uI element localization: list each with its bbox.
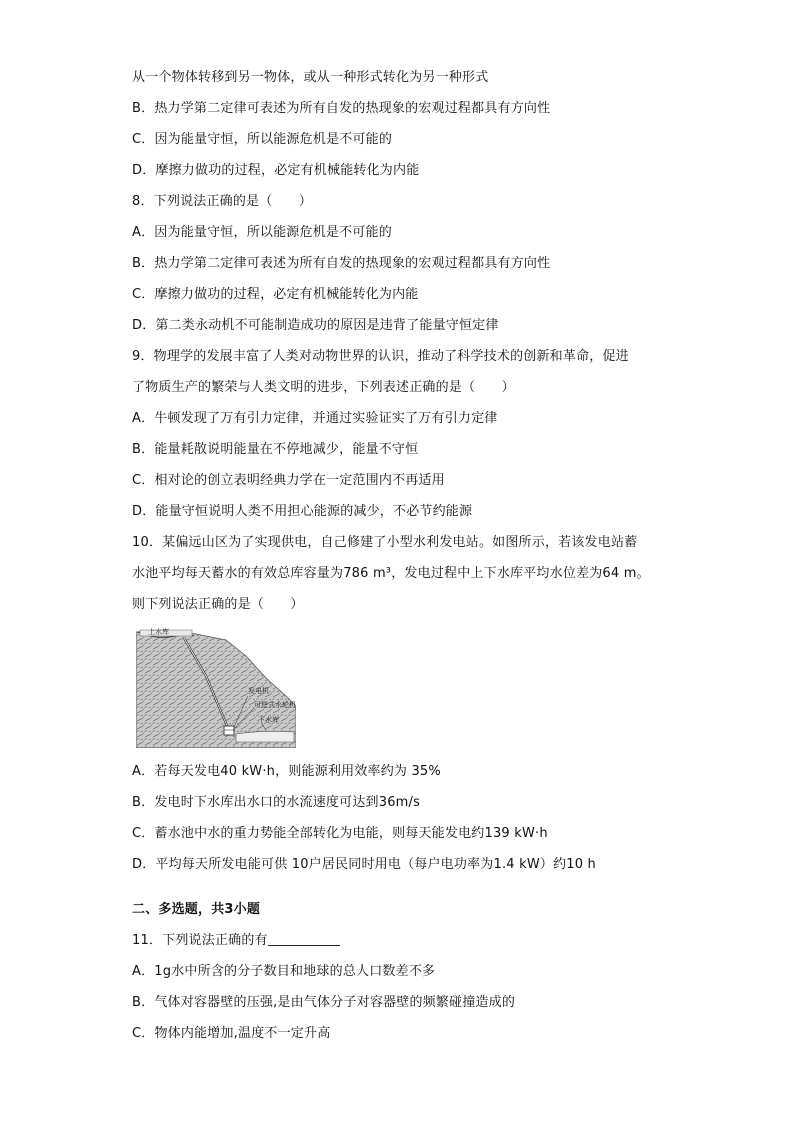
q10-stem-line-3: 则下列说法正确的是（ ） bbox=[132, 597, 304, 612]
q10-option-c: C．蓄水池中水的重力势能全部转化为电能，则每天能发电约139 kW·h bbox=[132, 826, 548, 841]
q10-option-d: D．平均每天所发电能可供 10户居民同时用电（每户电功率为1.4 kW）约10 h bbox=[132, 857, 596, 872]
turbine-label: 可逆式水轮机 bbox=[254, 701, 296, 709]
q7-continuation: 从一个物体转移到另一物体，或从一种形式转化为另一种形式 bbox=[132, 70, 489, 85]
q9-stem-line-2: 了物质生产的繁荣与人类文明的进步，下列表述正确的是（ ） bbox=[132, 380, 515, 395]
q10-stem-line-2: 水池平均每天蓄水的有效总库容量为786 m³，发电过程中上下水库平均水位差为64 m。 bbox=[132, 566, 650, 581]
q9-option-d: D．能量守恒说明人类不用担心能源的减少，不必节约能源 bbox=[132, 504, 473, 519]
q8-option-c: C．摩擦力做功的过程，必定有机械能转化为内能 bbox=[132, 287, 419, 302]
hydropower-figure bbox=[136, 626, 296, 748]
q8-option-d: D．第二类永动机不可能制造成功的原因是违背了能量守恒定律 bbox=[132, 318, 499, 333]
q11-option-a: A．1g水中所含的分子数目和地球的总人口数差不多 bbox=[132, 964, 436, 979]
q10-option-a: A．若每天发电40 kW·h，则能源利用效率约为 35% bbox=[132, 764, 441, 779]
q10-stem-line-1: 10．某偏远山区为了实现供电，自己修建了小型水利发电站。如图所示，若该发电站蓄 bbox=[132, 535, 638, 550]
q9-option-a: A．牛顿发现了万有引力定律，并通过实验证实了万有引力定律 bbox=[132, 411, 498, 426]
lower-reservoir-label: 下水库 bbox=[258, 716, 279, 724]
q7-option-c: C．因为能量守恒，所以能源危机是不可能的 bbox=[132, 132, 393, 147]
section-heading: 二、多选题，共3小题 bbox=[132, 902, 261, 917]
q10-option-b: B．发电时下水库出水口的水流速度可达到36m/s bbox=[132, 795, 421, 810]
exam-page bbox=[132, 62, 692, 1049]
q9-stem-line-1: 9．物理学的发展丰富了人类对动物世界的认识，推动了科学技术的创新和革命，促进 bbox=[132, 349, 629, 364]
q9-option-c: C．相对论的创立表明经典力学在一定范围内不再适用 bbox=[132, 473, 445, 488]
generator-label: 发电机 bbox=[248, 687, 269, 695]
q8-option-a: A．因为能量守恒，所以能源危机是不可能的 bbox=[132, 225, 392, 240]
answer-blank bbox=[268, 931, 340, 946]
upper-reservoir-label: 上水库 bbox=[148, 628, 169, 636]
q8-option-b: B．热力学第二定律可表述为所有自发的热现象的宏观过程都具有方向性 bbox=[132, 256, 551, 271]
q11-stem-line bbox=[132, 925, 692, 956]
hydropower-illustration bbox=[136, 626, 296, 748]
q7-option-d: D．摩擦力做功的过程，必定有机械能转化为内能 bbox=[132, 163, 420, 178]
q11-stem: 11．下列说法正确的有 bbox=[132, 933, 268, 948]
q9-option-b: B．能量耗散说明能量在不停地减少，能量不守恒 bbox=[132, 442, 419, 457]
q8-stem: 8．下列说法正确的是（ ） bbox=[132, 194, 313, 209]
q7-option-b: B．热力学第二定律可表述为所有自发的热现象的宏观过程都具有方向性 bbox=[132, 101, 551, 116]
q11-option-c: C．物体内能增加,温度不一定升高 bbox=[132, 1026, 331, 1041]
q11-option-b: B．气体对容器壁的压强,是由气体分子对容器壁的频繁碰撞造成的 bbox=[132, 995, 516, 1010]
